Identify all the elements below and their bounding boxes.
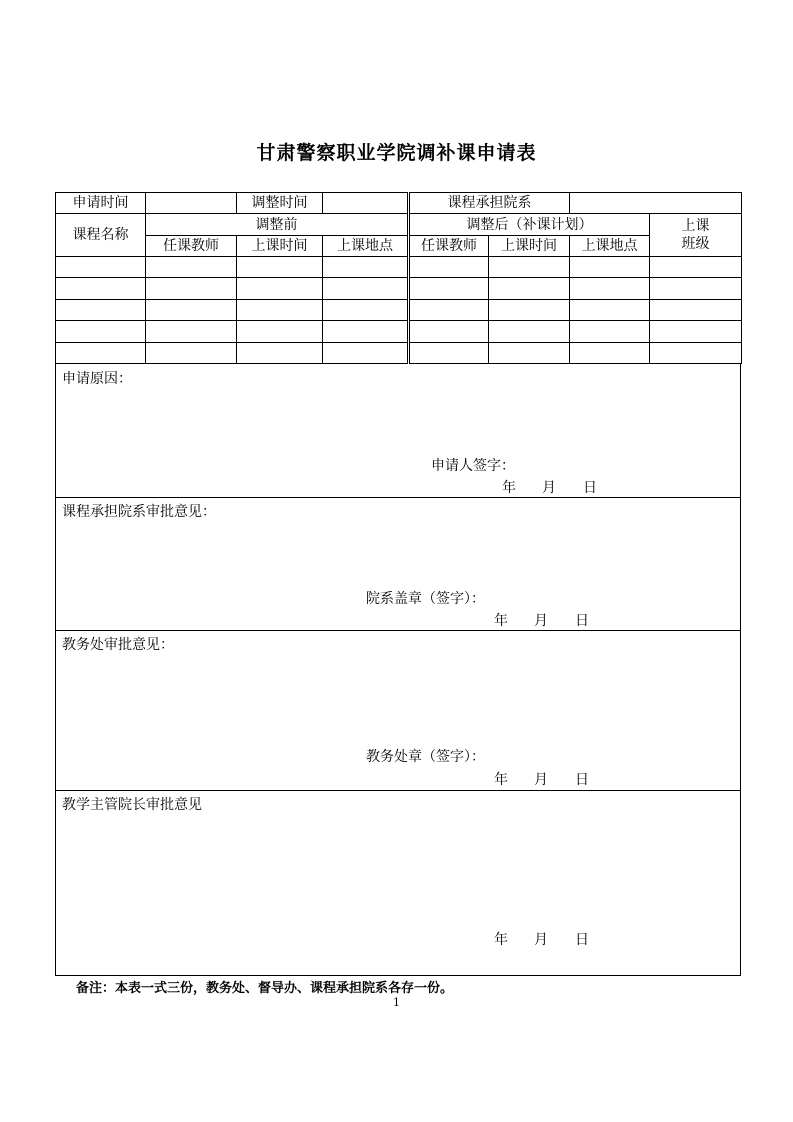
academic-approval-label: 教务处审批意见： — [62, 637, 174, 653]
table-cell[interactable] — [56, 257, 146, 278]
table-row — [56, 278, 742, 300]
table-cell[interactable] — [323, 321, 409, 343]
table-cell[interactable] — [56, 343, 146, 364]
table-cell[interactable] — [146, 300, 237, 321]
dept-seal-label: 院系盖章（签字）： — [366, 591, 485, 607]
month-label: 月 — [534, 613, 548, 629]
table-cell[interactable] — [237, 278, 323, 300]
academic-seal-label: 教务处章（签字）： — [366, 749, 485, 765]
table-cell[interactable] — [570, 300, 650, 321]
year-label: 年 — [494, 932, 508, 948]
table-cell[interactable] — [146, 278, 237, 300]
table-cell[interactable] — [650, 321, 742, 343]
table-cell[interactable] — [570, 343, 650, 364]
year-label: 年 — [494, 772, 508, 788]
class-label-line1: 上课 — [681, 218, 710, 234]
after-time-label: 上课时间 — [489, 236, 570, 257]
table-cell[interactable] — [489, 300, 570, 321]
table-cell[interactable] — [650, 257, 742, 278]
apply-time-label: 申请时间 — [56, 193, 146, 214]
after-place-label: 上课地点 — [570, 236, 650, 257]
dept-field[interactable] — [570, 193, 742, 214]
table-cell[interactable] — [237, 321, 323, 343]
before-teacher-label: 任课教师 — [146, 236, 237, 257]
adjust-time-label: 调整时间 — [237, 193, 323, 214]
before-time-label: 上课时间 — [237, 236, 323, 257]
applicant-signature-label: 申请人签字： — [431, 458, 515, 474]
table-row — [56, 321, 742, 343]
dept-label: 课程承担院系 — [409, 193, 570, 214]
reason-section[interactable] — [55, 364, 741, 498]
table-cell[interactable] — [146, 257, 237, 278]
month-label: 月 — [534, 932, 548, 948]
table-cell[interactable] — [56, 321, 146, 343]
table-cell[interactable] — [237, 343, 323, 364]
after-label: 调整后（补课计划） — [409, 214, 650, 236]
month-label: 月 — [542, 480, 556, 496]
dept-approval-label: 课程承担院系审批意见： — [62, 504, 216, 520]
after-teacher-label: 任课教师 — [409, 236, 489, 257]
table-cell[interactable] — [323, 343, 409, 364]
table-cell[interactable] — [489, 343, 570, 364]
class-label — [650, 214, 742, 257]
table-cell[interactable] — [489, 321, 570, 343]
table-cell[interactable] — [570, 278, 650, 300]
dean-approval-section[interactable] — [55, 790, 741, 976]
dept-approval-section[interactable] — [55, 497, 741, 631]
adjust-time-field[interactable] — [323, 193, 409, 214]
class-label-line2: 班级 — [681, 236, 710, 252]
table-cell[interactable] — [489, 257, 570, 278]
day-label: 日 — [583, 480, 597, 496]
table-cell[interactable] — [650, 300, 742, 321]
table-cell[interactable] — [323, 257, 409, 278]
before-place-label: 上课地点 — [323, 236, 409, 257]
dean-approval-label: 教学主管院长审批意见 — [62, 797, 202, 813]
apply-time-field[interactable] — [146, 193, 237, 214]
day-label: 日 — [575, 932, 589, 948]
table-cell[interactable] — [650, 343, 742, 364]
before-label: 调整前 — [146, 214, 409, 236]
table-row — [56, 343, 742, 364]
table-cell[interactable] — [570, 321, 650, 343]
table-cell[interactable] — [237, 300, 323, 321]
month-label: 月 — [534, 772, 548, 788]
table-cell[interactable] — [56, 300, 146, 321]
academic-approval-section[interactable] — [55, 630, 741, 791]
table-cell[interactable] — [56, 278, 146, 300]
table-cell[interactable] — [146, 321, 237, 343]
day-label: 日 — [575, 772, 589, 788]
table-cell[interactable] — [650, 278, 742, 300]
year-label: 年 — [502, 480, 516, 496]
table-cell[interactable] — [409, 343, 489, 364]
table-row — [56, 257, 742, 278]
table-cell[interactable] — [570, 257, 650, 278]
day-label: 日 — [575, 613, 589, 629]
reason-label: 申请原因： — [62, 371, 132, 387]
table-cell[interactable] — [409, 257, 489, 278]
table-cell[interactable] — [237, 257, 323, 278]
table-cell[interactable] — [409, 300, 489, 321]
footnote: 备注：本表一式三份，教务处、督导办、课程承担院系各存一份。 — [76, 981, 454, 996]
year-label: 年 — [494, 613, 508, 629]
course-adjust-table — [55, 192, 742, 364]
table-row — [56, 300, 742, 321]
table-cell[interactable] — [323, 278, 409, 300]
page-number: 1 — [393, 996, 400, 1009]
table-cell[interactable] — [489, 278, 570, 300]
table-cell[interactable] — [409, 278, 489, 300]
table-cell[interactable] — [323, 300, 409, 321]
table-cell[interactable] — [409, 321, 489, 343]
table-cell[interactable] — [146, 343, 237, 364]
course-name-label: 课程名称 — [56, 214, 146, 257]
page-title: 甘肃警察职业学院调补课申请表 — [256, 142, 537, 164]
